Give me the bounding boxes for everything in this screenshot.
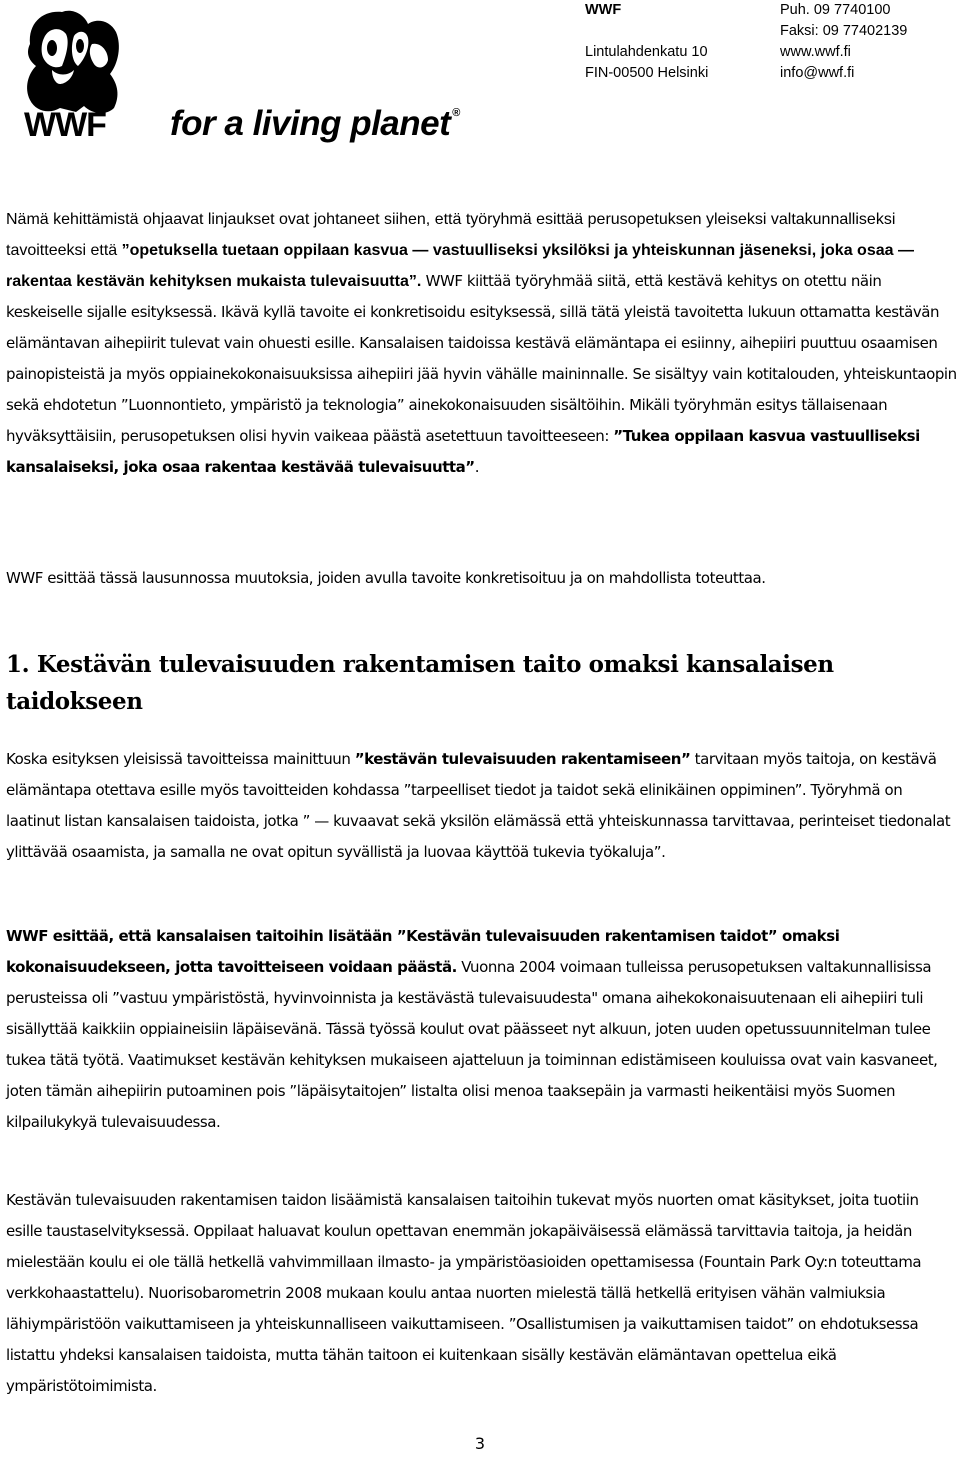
p2-proposal: WWF esittää, että kansalaisen taitoihin lisätään ”Kestävän tulevaisuuden rakentamisen taidot” omaksi kokonaisuudekseen, jotta tavoitteiseen voidaan päästä. [6,927,840,976]
wwf-panda-logo [22,4,122,144]
contact-block [780,0,907,84]
p1-text-b: tarvitaan myös taitoja, on kestävä elämäntapa otettava esille myös tavoitteiden kohdassa ”tarpeelliset tiedot ja taidot sekä elinikäinen oppiminen”. Työryhmä on laatinut listan kansalaisen taidoista, jotka ” — kuvaavat sekä yksilön elämässä että yhteiskunnassa tarvittavaa, perinteiset tiedonalat ylittävää osaamista, ja samalla ne ovat opitun syvällistä ja luovaa käyttöä tukevia työkaluja”. [6,750,951,861]
email-link[interactable]: info@wwf.fi [780,65,855,81]
intro-target-quote: ”Tukea oppilaan kasvua vastuulliseksi kansalaiseksi, joka osaa rakentaa kestävää tulevaisuutta” [6,427,920,476]
p1-quote: ”kestävän tulevaisuuden rakentamiseen” [354,750,691,768]
org-name: WWF [585,2,622,18]
p3-text: Kestävän tulevaisuuden rakentamisen taidon lisäämistä kansalaisen taitoihin tukevat myös nuorten omat käsitykset, joita tuotiin esille taustaselvityksessä. Oppilaat haluavat koulun opettavan enemmän jokapäiväisessä elämässä tarvittavia taitoja, ja heidän mielestään koulu ei ole tällä hetkellä vahvimmillaan ilmasto- ja ympäristöasioiden opettamisessa (Fountain Park Oy:n toteuttama verkkohaastattelu). Nuorisobarometrin 2008 mukaan koulu antaa nuorten mielestä tällä hetkellä erityisen vähän valmiuksia lähiympäristöön vaikuttamiseen ja yhteiskunnalliseen vaikuttamiseen. ”Osallistumisen ja vaikuttamisen taidot” on ehdotuksessa listattu yhdeksi kansalaisen taidoista, mutta tähän taitoon ei kuitenkaan sisälly kestävän elämäntavan opetteluа eikä ympäristötoimimista. [6,1191,922,1395]
page-number: 3 [474,1434,486,1453]
section-paragraph-2 [6,921,958,1138]
intro-text-1: Nämä kehittämistä ohjaavat linjaukset ovat johtaneet siihen, että työryhmä esittää perusopetuksen yleiseksi valtakunnalliseksi tavoitteeksi että [6,211,896,259]
tagline-text: for a living planet [170,104,451,143]
postal-address: FIN-00500 Helsinki [585,65,709,81]
p2-text: Vuonna 2004 voimaan tulleissa perusopetuksen valtakunnallisissa perusteissa oli ”vastuu ympäristöstä, hyvinvoinnista ja kestävästä tulevaisuudesta" omana aihekokonaisuutenaan eli aihepiiri tuli sisällyttää kaikkiin oppiaineisiin läpäisevänä. Tässä työssä koulut ovat päässeet nyt alkuun, joten uuden opetussuunnitelman tulee tukea tätä työtä. Vaatimukset kestävän kehityksen mukaiseen ajatteluun ja toiminnan edistämiseen kouluissa ovat vain kasvaneet, joten tämän aihepiirin putoaminen pois ”läpäisytaitojen” listalta olisi menoa taaksepäin ja varmasti heikentäisi myös Suomen kilpailukykyä tulevaisuudessa. [6,958,938,1131]
website-link[interactable]: www.wwf.fi [780,44,851,60]
intro-paragraph [6,204,958,483]
summary-text: WWF esittää tässä lausunnossa muutoksia, joiden avulla tavoite konkretisoituu ja on mahdollista toteuttaa. [6,569,766,587]
section-paragraph-1 [6,744,958,868]
section-heading: 1. Kestävän tulevaisuuden rakentamisen taito omaksi kansalaisen taidokseen [6,651,834,715]
phone: Puh. 09 7740100 [780,2,891,18]
logo-wordmark: WWF [24,106,106,144]
tagline [170,106,460,141]
summary-paragraph [6,563,958,594]
fax: Faksi: 09 77402139 [780,23,908,39]
registered-mark: ® [452,107,460,119]
address-block [585,0,708,84]
section-paragraph-3 [6,1185,958,1402]
intro-text-2: WWF kiittää työryhmää siitä, että kestävä kehitys on otettu näin keskeiselle sijalle esityksessä. Ikävä kyllä tavoite ei konkretisoidu esityksessä, sillä tätä yleistä tavoitetta lukuun ottamatta kestävän elämäntavan aihepiirit tulevat vain ohuesti esille. Kansalaisen taidoissa kestävä elämäntapa ei esiinny, aihepiiri puuttuu osaamisen painopisteistä ja myös oppiainekokonaisuuksissa aihepiiri jää hyvin vähälle maininnalle. Se sisältyy vain kotitalouden, yhteiskuntaopin sekä ehdotetun ”Luonnontieto, ympäristö ja teknologia” ainekokonaisuuden sisältöihin. Mikäli työryhmän esitys tällaisenaan hyväksyttäisiin, perusopetuksen olisi hyvin vaikeaa päästä asetettuun tavoitteeseen: [6,272,957,445]
intro-goal-quote: ”opetuksella tuetaan oppilaan kasvua — vastuulliseksi yksilöksi ja yhteiskunnan jäseneksi, joka osaa — rakentaa kestävän kehityksen mukaista tulevaisuutta”. [6,242,914,290]
p1-text-a: Koska esityksen yleisissä tavoitteissa mainittuun [6,750,355,768]
street-address: Lintulahdenkatu 10 [585,44,708,60]
intro-text-end: . [474,458,480,476]
